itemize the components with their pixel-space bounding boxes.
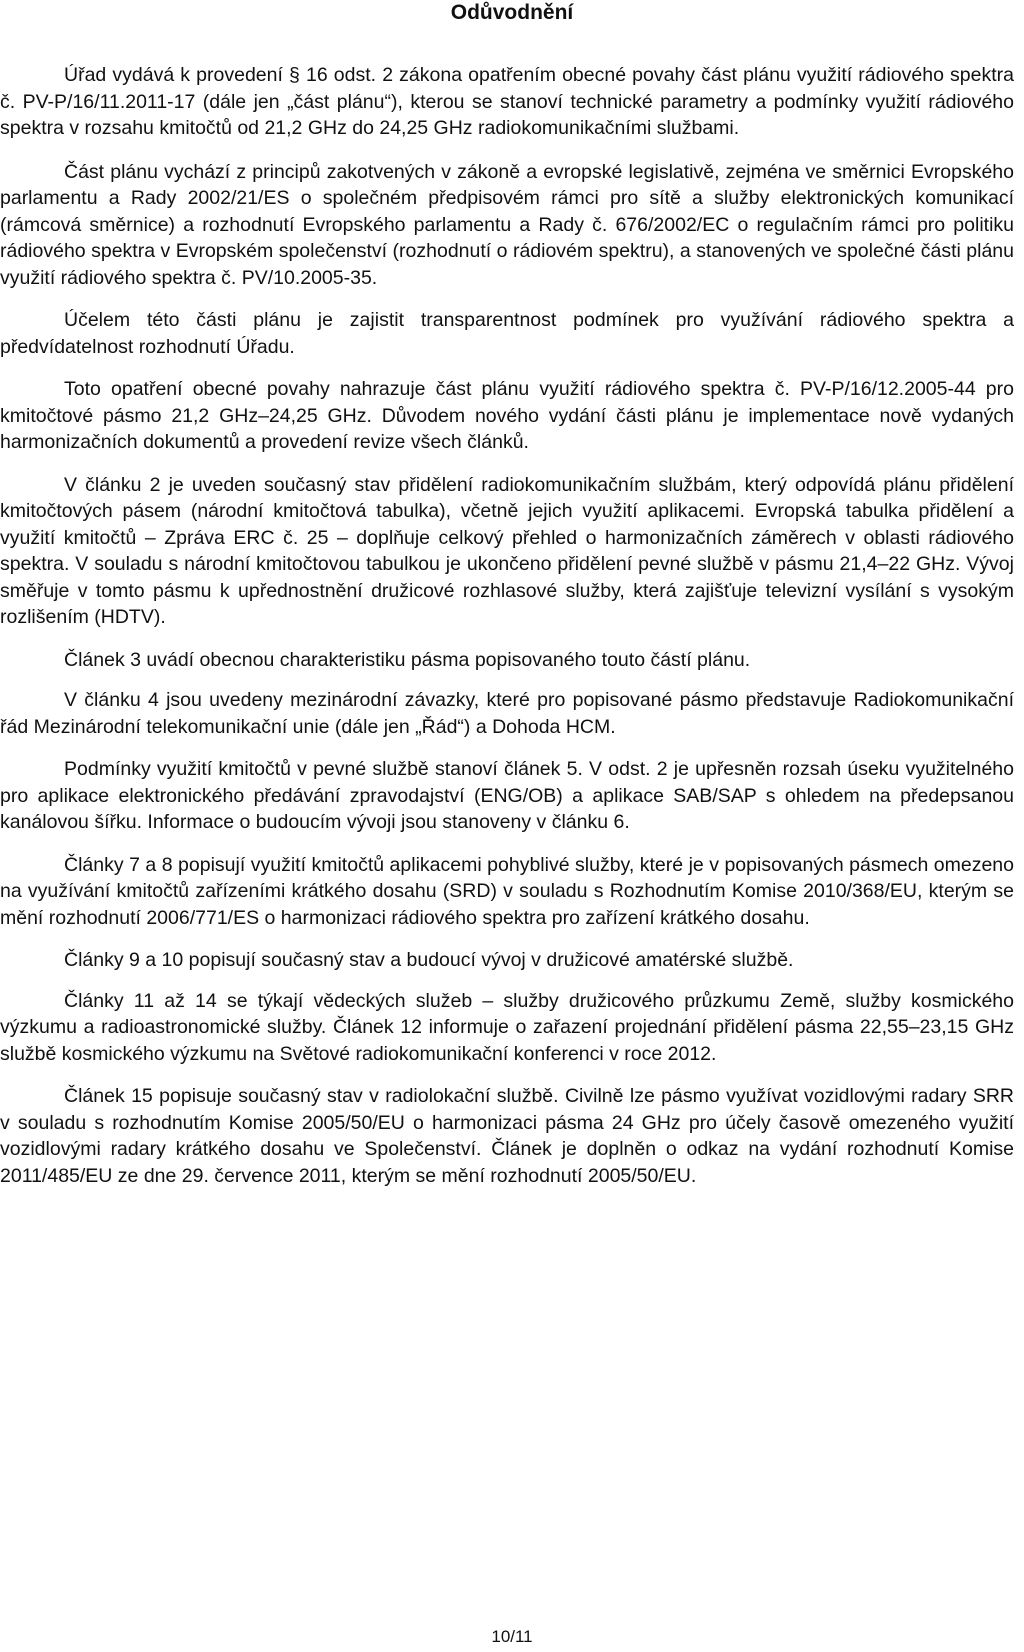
paragraph-article-2: V článku 2 je uveden současný stav přidělení radiokomunikačním službám, který odpovídá plánu přidělení kmitočtových pásem (národní kmitočtová tabulka), včetně jejich využití aplikacemi. Evropská tabulka přidělení a využití kmitočtů – Zpráva ERC č. 25 – doplňuje celkový přehled o harmonizačních záměrech v oblasti rádiového spektra. V souladu s národní kmitočtovou tabulkou je ukončeno přidělení pevné službě v pásmu 21,4–22 GHz. Vývoj směřuje v tomto pásmu k upřednostnění družicové rozhlasové služby, která zajišťuje televizní vysílání s vysokým rozlišením (HDTV). <box>0 473 1014 628</box>
paragraph-article-5-6: Podmínky využití kmitočtů v pevné službě stanoví článek 5. V odst. 2 je upřesněn rozsah úseku využitelného pro aplikace elektronického předávání zpravodajství (ENG/OB) a aplikace SAB/SAP s ohledem na předepsanou kanálovou šířku. Informace o budoucím vývoji jsou stanoveny v článku 6. <box>0 758 1014 833</box>
paragraph-article-3: Článek 3 uvádí obecnou charakteristiku pásma popisovaného touto částí plánu. <box>64 648 751 671</box>
page-number: 10/11 <box>491 1627 533 1646</box>
section-heading: Odůvodnění <box>450 1 574 24</box>
body-text <box>0 62 1014 1205</box>
paragraph-article-11-14: Články 11 až 14 se týkají vědeckých služeb – služby družicového průzkumu Země, služby kosmického výzkumu a radioastronomické služby. Článek 12 informuje o zařazení projednání přidělení pásma 22,55–23,15 GHz službě kosmického výzkumu na Světové radiokomunikační konferenci v roce 2012. <box>0 989 1014 1065</box>
paragraph-legislation: Část plánu vychází z principů zakotvených v zákoně a evropské legislativě, zejména ve směrnici Evropského parlamentu a Rady 2002/21/ES o společném předpisovém rámci pro sítě a služby elektronických komunikací (rámcová směrnice) a rozhodnutí Evropského parlamentu a Rady č. 676/2002/EC o regulačním rámci pro politiku rádiového spektra v Evropském společenství (rozhodnutí o rádiovém spektru), a stanovených ve společné části plánu využití rádiového spektra č. PV/10.2005-35. <box>0 160 1014 289</box>
paragraph-article-15: Článek 15 popisuje současný stav v radiolokační službě. Civilně lze pásmo využívat vozidlovými radary SRR v souladu s rozhodnutím Komise 2005/50/EU o harmonizaci pásma 24 GHz pro účely časově omezeného využití vozidlovými radary krátkého dosahu ve Společenství. Článek je doplněn o odkaz na vydání rozhodnutí Komise 2011/485/EU ze dne 29. července 2011, kterým se mění rozhodnutí 2005/50/EU. <box>0 1085 1014 1187</box>
paragraph-article-9-10: Články 9 a 10 popisují současný stav a budoucí vývoj v družicové amatérské službě. <box>64 949 794 971</box>
paragraph-article-7-8: Články 7 a 8 popisují využití kmitočtů aplikacemi pohyblivé služby, které je v popisovaných pásmech omezeno na využívání kmitočtů zařízeními krátkého dosahu (SRD) v souladu s Rozhodnutím Komise 2010/368/EU, kterým se mění rozhodnutí 2006/771/ES o harmonizaci rádiového spektra pro zařízení krátkého dosahu. <box>0 853 1014 929</box>
paragraph-article-4: V článku 4 jsou uvedeny mezinárodní závazky, které pro popisované pásmo představuje Radiokomunikační řád Mezinárodní telekomunikační unie (dále jen „Řád“) a Dohoda HCM. <box>0 689 1014 738</box>
paragraph-replacement: Toto opatření obecné povahy nahrazuje část plánu využití rádiového spektra č. PV-P/16/12.2005-44 pro kmitočtové pásmo 21,2 GHz–24,25 GHz. Důvodem nového vydání části plánu je implementace nově vydaných harmonizačních dokumentů a provedení revize všech článků. <box>0 378 1014 453</box>
paragraph-intro: Úřad vydává k provedení § 16 odst. 2 zákona opatřením obecné povahy část plánu využití rádiového spektra č. PV-P/16/11.2011-17 (dále jen „část plánu“), kterou se stanoví technické parametry a podmínky využití rádiového spektra v rozsahu kmitočtů od 21,2 GHz do 24,25 GHz radiokomunikačními službami. <box>0 64 1014 139</box>
paragraph-purpose: Účelem této části plánu je zajistit transparentnost podmínek pro využívání rádiového spektra a předvídatelnost rozhodnutí Úřadu. <box>0 309 1014 358</box>
